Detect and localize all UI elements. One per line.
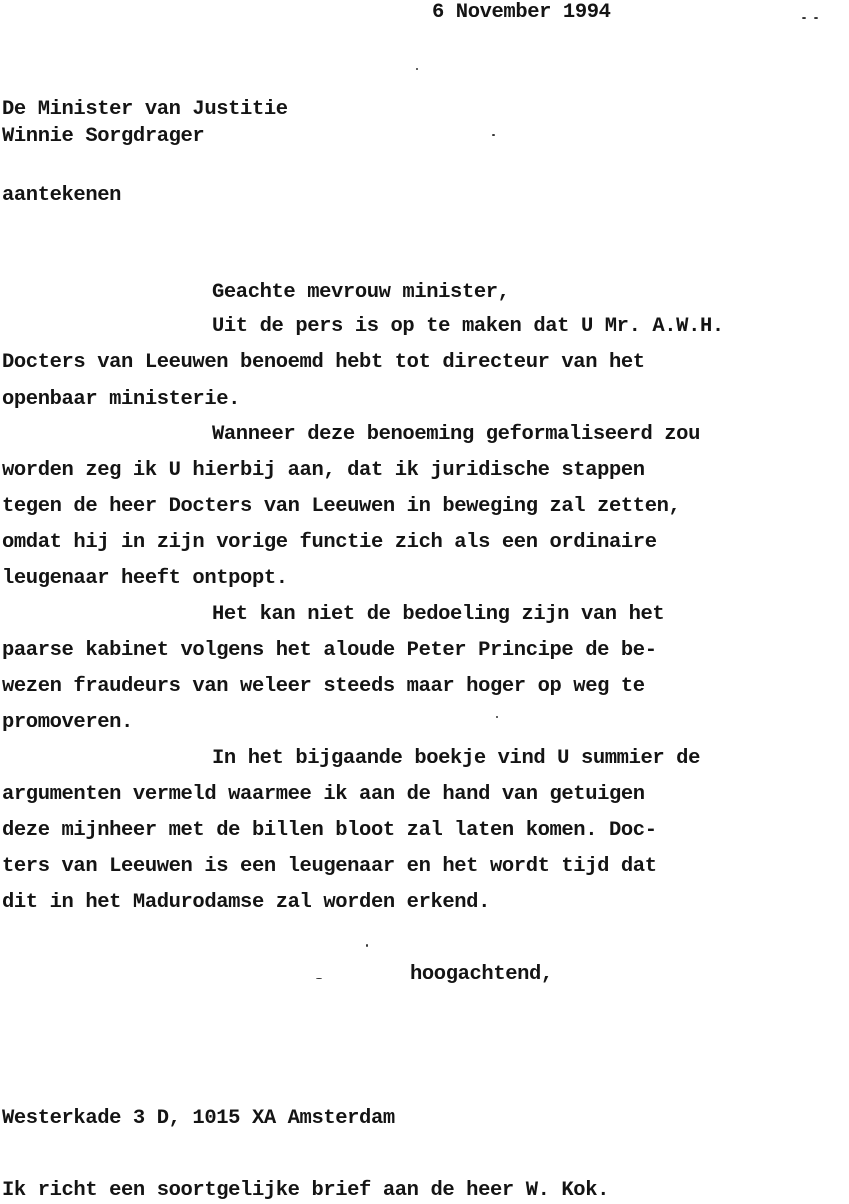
scan-speck (492, 134, 495, 136)
body-line: openbaar ministerie. (2, 388, 241, 411)
body-line: Uit de pers is op te maken dat U Mr. A.W.H. (212, 315, 724, 338)
scan-speck (316, 978, 322, 979)
body-line: deze mijnheer met de billen bloot zal laten komen. Doc- (2, 819, 657, 842)
closing: hoogachtend, (410, 963, 553, 986)
body-line: wezen fraudeurs van weleer steeds maar hoger op weg te (2, 675, 645, 698)
salutation: Geachte mevrouw minister, (212, 281, 510, 304)
body-line: In het bijgaande boekje vind U summier de (212, 747, 700, 770)
letter-date: 6 November 1994 (432, 1, 611, 24)
body-line: worden zeg ik U hierbij aan, dat ik juridische stappen (2, 459, 645, 482)
body-line: Het kan niet de bedoeling zijn van het (212, 603, 665, 626)
body-line: promoveren. (2, 711, 133, 734)
body-line: leugenaar heeft ontpopt. (2, 567, 288, 590)
scan-speck (366, 944, 368, 947)
body-line: omdat hij in zijn vorige functie zich als een ordinaire (2, 531, 657, 554)
body-line: Wanneer deze benoeming geformaliseerd zou (212, 423, 700, 446)
scan-speck (802, 17, 806, 19)
body-line: dit in het Madurodamse zal worden erkend. (2, 891, 490, 914)
body-line: argumenten vermeld waarmee ik aan de hand van getuigen (2, 783, 645, 806)
body-line: ters van Leeuwen is een leugenaar en het wordt tijd dat (2, 855, 657, 878)
body-line: Docters van Leeuwen benoemd hebt tot directeur van het (2, 351, 645, 374)
body-line: tegen de heer Docters van Leeuwen in beweging zal zetten, (2, 495, 681, 518)
recipient-line-1: De Minister van Justitie (2, 98, 288, 121)
delivery-note: aantekenen (2, 184, 122, 207)
recipient-line-2: Winnie Sorgdrager (2, 125, 205, 148)
postscript: Ik richt een soortgelijke brief aan de heer W. Kok. (2, 1179, 610, 1202)
scan-speck (416, 68, 418, 70)
scan-speck (814, 17, 818, 19)
scan-speck (496, 716, 498, 718)
body-line: paarse kabinet volgens het aloude Peter Principe de be- (2, 639, 657, 662)
sender-address: Westerkade 3 D, 1015 XA Amsterdam (2, 1107, 395, 1130)
